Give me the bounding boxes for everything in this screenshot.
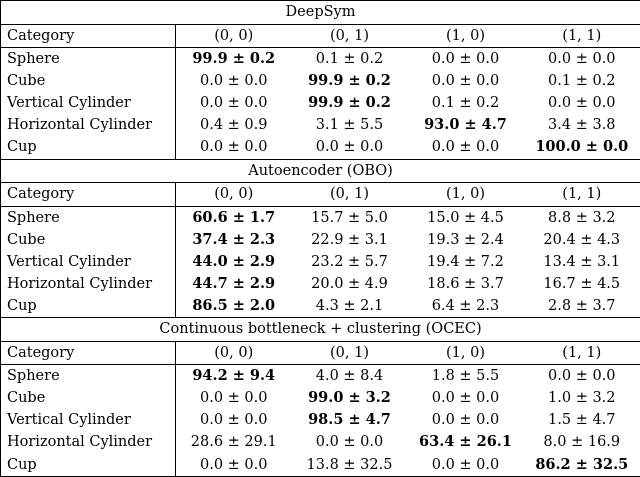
row-label: Horizontal Cylinder: [1, 273, 176, 295]
table-cell: 1.0 ± 3.2: [548, 390, 616, 407]
row-label: Sphere: [1, 365, 176, 388]
row-label: Vertical Cylinder: [1, 92, 176, 114]
table-cell: 20.4 ± 4.3: [543, 231, 621, 248]
table-cell: 60.6 ± 1.7: [192, 208, 276, 226]
column-header-row: [1, 341, 640, 365]
table-cell: 44.0 ± 2.9: [192, 252, 276, 270]
table-cell: 99.9 ± 0.2: [308, 94, 391, 112]
table-cell: 20.0 ± 4.9: [311, 275, 388, 292]
table-row: [1, 454, 640, 477]
table-cell: 44.7 ± 2.9: [192, 274, 276, 292]
table-cell: 18.6 ± 3.7: [427, 275, 504, 292]
table-row: [1, 365, 640, 388]
table-cell: 0.0 ± 0.0: [176, 136, 292, 159]
column-header: (0, 1): [292, 183, 408, 207]
table-row: [1, 388, 640, 410]
column-header: (0, 0): [176, 183, 292, 207]
column-header: (1, 0): [408, 183, 524, 207]
table-row: [1, 48, 640, 71]
row-label: Cup: [1, 136, 176, 159]
section-title-row: [1, 1, 640, 25]
section-title: Autoencoder (OBO): [1, 159, 640, 183]
table-cell: 28.6 ± 29.1: [190, 434, 277, 451]
table-cell: 8.8 ± 3.2: [548, 209, 616, 226]
table-cell: 13.8 ± 32.5: [292, 454, 408, 477]
table-row: [1, 432, 640, 454]
table-row: [1, 136, 640, 159]
row-label: Cup: [1, 295, 176, 318]
section-title: DeepSym: [1, 1, 640, 25]
table-cell: 0.0 ± 0.0: [431, 73, 500, 90]
results-table-body: [1, 1, 640, 477]
table-row: [1, 206, 640, 229]
table-cell: 22.9 ± 3.1: [311, 231, 388, 248]
row-label: Cube: [1, 229, 176, 251]
table-cell: 0.0 ± 0.0: [408, 136, 524, 159]
row-label: Vertical Cylinder: [1, 251, 176, 273]
table-cell: 0.0 ± 0.0: [315, 434, 384, 451]
table-cell: 8.0 ± 16.9: [543, 434, 621, 451]
section-title: Continuous bottleneck + clustering (OCEC): [1, 318, 640, 342]
table-cell: 0.1 ± 0.2: [431, 95, 500, 112]
row-label: Cube: [1, 388, 176, 410]
table-cell: 0.0 ± 0.0: [548, 368, 616, 385]
table-row: [1, 251, 640, 273]
column-header-category: Category: [1, 183, 176, 207]
table-cell: 3.1 ± 5.5: [315, 117, 384, 134]
table-cell: 19.4 ± 7.2: [427, 253, 504, 270]
table-cell: 15.0 ± 4.5: [427, 209, 504, 226]
row-label: Sphere: [1, 206, 176, 229]
table-row: [1, 410, 640, 432]
column-header: (1, 1): [524, 24, 640, 48]
table-cell: 86.5 ± 2.0: [176, 295, 292, 318]
table-cell: 0.4 ± 0.9: [200, 117, 268, 134]
table-cell: 0.0 ± 0.0: [431, 50, 500, 67]
table-row: [1, 229, 640, 251]
table-cell: 99.0 ± 3.2: [308, 389, 391, 407]
table-cell: 0.0 ± 0.0: [200, 412, 268, 429]
table-cell: 3.4 ± 3.8: [548, 117, 616, 134]
table-cell: 16.7 ± 4.5: [543, 275, 621, 292]
table-cell: 0.0 ± 0.0: [548, 95, 616, 112]
table-cell: 0.0 ± 0.0: [408, 454, 524, 477]
table-cell: 99.9 ± 0.2: [192, 49, 276, 67]
table-cell: 94.2 ± 9.4: [192, 367, 276, 385]
column-header: (0, 0): [176, 341, 292, 365]
table-row: [1, 92, 640, 114]
table-cell: 1.8 ± 5.5: [431, 368, 500, 385]
table-cell: 1.5 ± 4.7: [548, 412, 616, 429]
row-label: Cube: [1, 70, 176, 92]
section-title-row: [1, 318, 640, 342]
table-cell: 15.7 ± 5.0: [311, 209, 388, 226]
table-cell: 0.1 ± 0.2: [315, 50, 384, 67]
column-header: (1, 1): [524, 183, 640, 207]
table-cell: 63.4 ± 26.1: [419, 433, 512, 451]
table-row: [1, 70, 640, 92]
table-cell: 86.2 ± 32.5: [524, 454, 640, 477]
section-title-row: [1, 159, 640, 183]
column-header: (1, 0): [408, 24, 524, 48]
row-label: Cup: [1, 454, 176, 477]
column-header: (0, 1): [292, 24, 408, 48]
table-row: [1, 273, 640, 295]
row-label: Sphere: [1, 48, 176, 71]
column-header: (0, 0): [176, 24, 292, 48]
column-header-category: Category: [1, 341, 176, 365]
table-cell: 4.3 ± 2.1: [292, 295, 408, 318]
table-cell: 13.4 ± 3.1: [543, 253, 621, 270]
table-cell: 99.9 ± 0.2: [308, 72, 391, 90]
row-label: Horizontal Cylinder: [1, 432, 176, 454]
table-cell: 98.5 ± 4.7: [308, 411, 391, 429]
table-cell: 0.0 ± 0.0: [200, 73, 268, 90]
table-cell: 0.0 ± 0.0: [431, 412, 500, 429]
table-cell: 0.0 ± 0.0: [200, 95, 268, 112]
table-cell: 2.8 ± 3.7: [524, 295, 640, 318]
table-cell: 0.0 ± 0.0: [200, 390, 268, 407]
table-cell: 0.0 ± 0.0: [176, 454, 292, 477]
column-header-category: Category: [1, 24, 176, 48]
table-cell: 0.0 ± 0.0: [431, 390, 500, 407]
column-header: (1, 1): [524, 341, 640, 365]
table-cell: 0.0 ± 0.0: [292, 136, 408, 159]
table-cell: 23.2 ± 5.7: [311, 253, 388, 270]
table-cell: 93.0 ± 4.7: [424, 116, 507, 134]
table-cell: 0.1 ± 0.2: [548, 73, 616, 90]
row-label: Horizontal Cylinder: [1, 114, 176, 136]
table-cell: 19.3 ± 2.4: [427, 231, 504, 248]
table-cell: 4.0 ± 8.4: [315, 368, 384, 385]
column-header: (0, 1): [292, 341, 408, 365]
row-label: Vertical Cylinder: [1, 410, 176, 432]
table-cell: 6.4 ± 2.3: [408, 295, 524, 318]
column-header-row: [1, 24, 640, 48]
table-cell: 100.0 ± 0.0: [524, 136, 640, 159]
table-row: [1, 295, 640, 318]
table-cell: 0.0 ± 0.0: [548, 50, 616, 67]
table-row: [1, 114, 640, 136]
column-header: (1, 0): [408, 341, 524, 365]
table-cell: 37.4 ± 2.3: [192, 230, 276, 248]
column-header-row: [1, 183, 640, 207]
